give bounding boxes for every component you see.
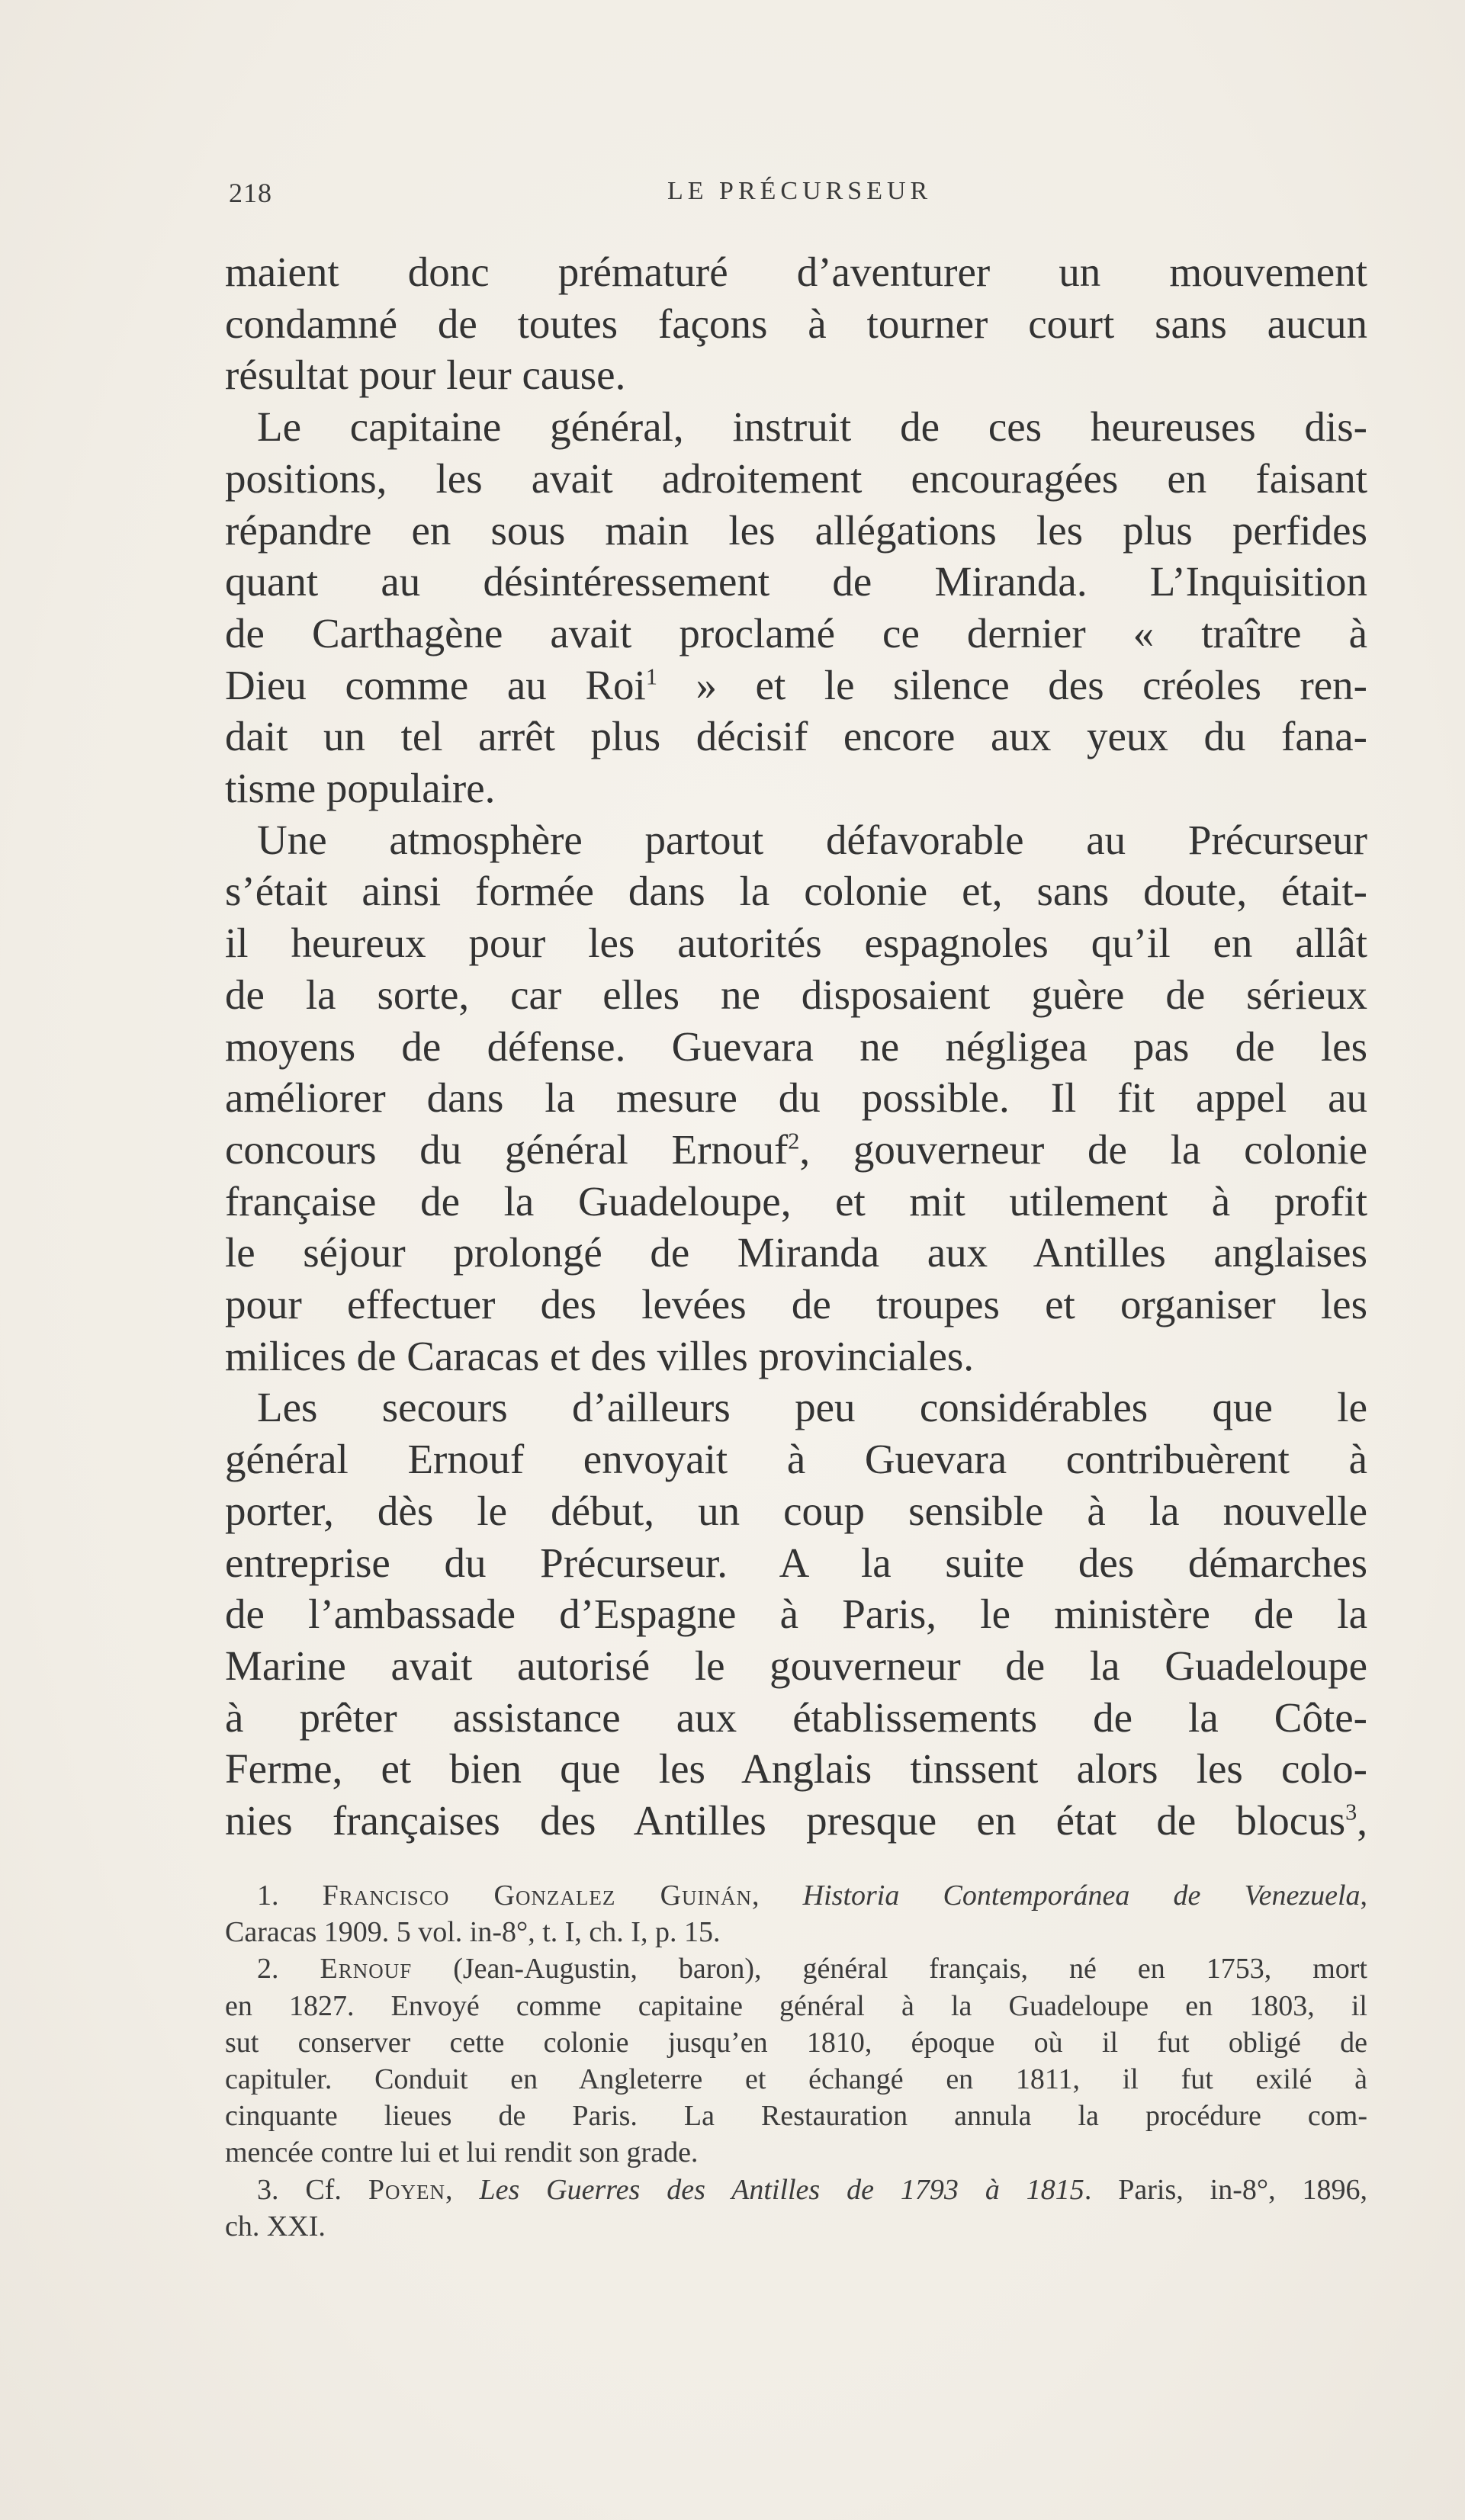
text-line: porter, dès le début, un coup sensible à la nouvelle [225, 1487, 1367, 1534]
footnote-title: Historia Contemporánea de Venezuela [802, 1880, 1361, 1912]
text-line [225, 1795, 1367, 1847]
text-line: Le capitaine général, instruit de ces heureuses dis- [257, 403, 1367, 451]
footnote-line [225, 2172, 1367, 2208]
footnote-ref-3: 3 [1345, 1799, 1357, 1825]
text-line: de Carthagène avait proclamé ce dernier « traître à [225, 609, 1367, 656]
text-line: condamné de toutes façons à tourner court sans aucun [225, 300, 1367, 347]
text-segment: , gouverneur de la colonie [799, 1125, 1367, 1173]
text-line: il heureux pour les autorités espagnoles qu’il en allât [225, 920, 1367, 967]
footnote-number: 1. [257, 1880, 323, 1912]
text-segment: , [445, 2173, 480, 2206]
footnote-line: Caracas 1909. 5 vol. in-8°, t. I, ch. I, p. 15. [225, 1916, 721, 1949]
running-header [229, 177, 1364, 215]
footnote-ref-2: 2 [788, 1128, 800, 1154]
text-segment: , [1360, 1880, 1368, 1912]
text-line: milices de Caracas et des villes provinciales. [225, 1332, 975, 1379]
footnote-1 [225, 1877, 1367, 1950]
footnote-line: sut conserver cette colonie jusqu’en 1810, époque où il fut obligé de [225, 2026, 1367, 2059]
paragraph-4 [225, 1382, 1367, 1846]
footnote-line: ch. XXI. [225, 2210, 326, 2242]
footnote-author: Francisco Gonzalez Guinán [322, 1880, 752, 1912]
text-line: moyens de défense. Guevara ne négligea pas de les [225, 1022, 1367, 1070]
paragraph-2 [225, 401, 1367, 814]
text-line: de la sorte, car elles ne disposaient guère de sérieux [225, 971, 1367, 1018]
text-line: Les secours d’ailleurs peu considérables que le [257, 1384, 1367, 1431]
text-segment: nies françaises des Antilles presque en état de blocus [225, 1797, 1346, 1844]
text-line [225, 1124, 1367, 1176]
footnote-number: 3. Cf. [257, 2173, 368, 2206]
text-segment: Dieu comme au Roi [225, 661, 646, 708]
footnote-line: en 1827. Envoyé comme capitaine général à la Guadeloupe en 1803, il [225, 1989, 1367, 2022]
footnote-line: mencée contre lui et lui rendit son grade. [225, 2136, 699, 2169]
text-line: française de la Guadeloupe, et mit utilement à profit [225, 1177, 1367, 1225]
text-segment: » et le silence des créoles ren- [657, 661, 1367, 708]
text-segment: concours du général Ernouf [225, 1125, 789, 1173]
footnote-author: Poyen [368, 2173, 445, 2206]
text-line: améliorer dans la mesure du possible. Il fit appel au [225, 1074, 1367, 1122]
paragraph-3 [225, 814, 1367, 1382]
footnote-number: 2. [257, 1953, 320, 1986]
text-segment: . Paris, in-8°, 1896, [1084, 2173, 1368, 2206]
text-line: Une atmosphère partout défavorable au Précurseur [257, 816, 1367, 863]
text-line: de l’ambassade d’Espagne à Paris, le ministère de la [225, 1591, 1367, 1638]
text-segment: , [752, 1880, 803, 1912]
text-line: tisme populaire. [225, 765, 496, 812]
text-line: entreprise du Précurseur. A la suite des démarches [225, 1539, 1367, 1586]
text-line: quant au désintéressement de Miranda. L’Inquisition [225, 558, 1367, 605]
footnote-3 [225, 2172, 1367, 2245]
text-segment: , [1357, 1797, 1367, 1844]
footnote-line: cinquante lieues de Paris. La Restauration annula la procédure com- [225, 2100, 1367, 2133]
text-line: résultat pour leur cause. [225, 352, 626, 399]
text-line: s’était ainsi formée dans la colonie et, sans doute, était- [225, 868, 1367, 915]
footnote-ref-1: 1 [645, 663, 657, 690]
text-line: pour effectuer des levées de troupes et organiser les [225, 1281, 1367, 1328]
text-line [225, 660, 1367, 711]
footnotes [225, 1877, 1367, 2245]
text-line: à prêter assistance aux établissements de la Côte- [225, 1693, 1367, 1741]
paragraph-1 [225, 246, 1367, 401]
text-line: Ferme, et bien que les Anglais tinssent alors les colo- [225, 1745, 1367, 1793]
footnote-2 [225, 1950, 1367, 2171]
main-text [225, 246, 1367, 1847]
text-line: positions, les avait adroitement encouragées en faisant [225, 454, 1367, 502]
footnote-line [225, 1877, 1367, 1914]
footnote-title: Les Guerres des Antilles de 1793 à 1815 [479, 2173, 1084, 2206]
footnote-author: Ernouf [320, 1953, 413, 1986]
text-line: Marine avait autorisé le gouverneur de la Guadeloupe [225, 1642, 1367, 1689]
footnote-line: capituler. Conduit en Angleterre et échangé en 1811, il fut exilé à [225, 2063, 1367, 2096]
page-number: 218 [229, 178, 272, 208]
text-line: dait un tel arrêt plus décisif encore aux yeux du fana- [225, 713, 1367, 760]
text-line: maient donc prématuré d’aventurer un mouvement [225, 249, 1367, 295]
text-line: le séjour prolongé de Miranda aux Antilles anglaises [225, 1229, 1367, 1276]
text-line: répandre en sous main les allégations les plus perfides [225, 506, 1367, 554]
text-segment: (Jean-Augustin, baron), général français, né en 1753, mort [412, 1953, 1367, 1986]
running-title: LE PRÉCURSEUR [667, 177, 933, 205]
text-line: général Ernouf envoyait à Guevara contribuèrent à [225, 1436, 1367, 1483]
footnote-line [225, 1950, 1367, 1987]
